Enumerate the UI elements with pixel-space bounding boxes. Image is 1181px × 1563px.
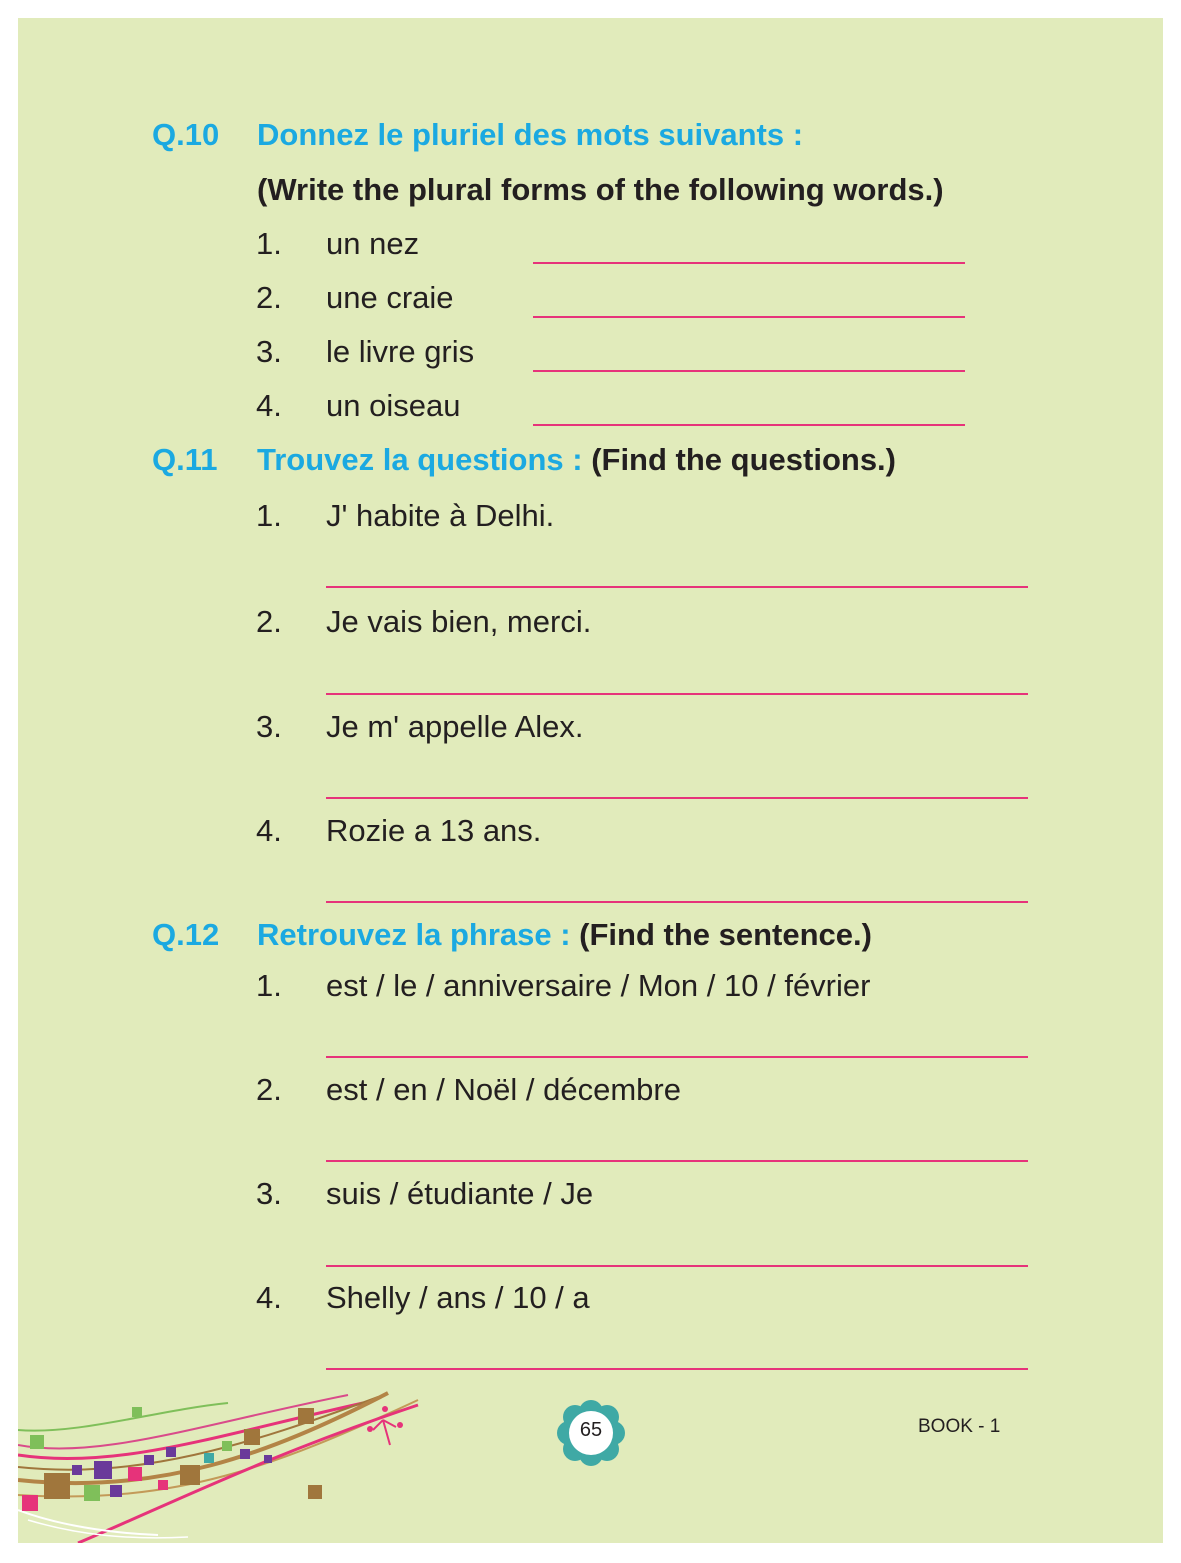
q10-item-2-text: une craie (326, 280, 454, 315)
book-label: BOOK - 1 (918, 1416, 1001, 1437)
q10-answer-line-3[interactable] (533, 370, 965, 372)
q11-title-english: (Find the questions.) (591, 442, 896, 477)
q10-item-3-text: le livre gris (326, 334, 475, 369)
q11-item-2-text: Je vais bien, merci. (326, 604, 592, 639)
q11-heading (257, 442, 896, 478)
q12-item-2-number: 2. (256, 1072, 282, 1107)
q10-item-1-text: un nez (326, 226, 420, 261)
q12-answer-line-1[interactable] (326, 1056, 1028, 1058)
q11-item-3-text: Je m' appelle Alex. (326, 709, 584, 744)
q10-answer-line-4[interactable] (533, 424, 965, 426)
q12-item-1-number: 1. (256, 968, 282, 1003)
q12-title-english: (Find the sentence.) (579, 917, 872, 952)
q10-answer-line-2[interactable] (533, 316, 965, 318)
q12-item-1-text: est / le / anniversaire / Mon / 10 / février (326, 968, 871, 1003)
q12-answer-line-4[interactable] (326, 1368, 1028, 1370)
q10-item-3-number: 3. (256, 334, 282, 369)
q12-number: Q.12 (152, 917, 220, 952)
q11-item-4-text: Rozie a 13 ans. (326, 813, 542, 848)
q10-item-4-text: un oiseau (326, 388, 461, 423)
q10-item-4-number: 4. (256, 388, 282, 423)
decorative-swirl-art (18, 1385, 428, 1543)
page-number: 65 (579, 1419, 603, 1441)
q11-item-3-number: 3. (256, 709, 282, 744)
q11-answer-line-4[interactable] (326, 901, 1028, 903)
q10-subtitle: (Write the plural forms of the following words.) (257, 172, 944, 207)
q10-number: Q.10 (152, 117, 220, 152)
q11-answer-line-1[interactable] (326, 586, 1028, 588)
q12-item-4-text: Shelly / ans / 10 / a (326, 1280, 590, 1315)
q12-title: Retrouvez la phrase : (257, 917, 580, 952)
q10-answer-line-1[interactable] (533, 262, 965, 264)
q12-item-3-number: 3. (256, 1176, 282, 1211)
q11-title: Trouvez la questions : (257, 442, 592, 477)
q10-item-2-number: 2. (256, 280, 282, 315)
q12-answer-line-2[interactable] (326, 1160, 1028, 1162)
q12-item-2-text: est / en / Noël / décembre (326, 1072, 681, 1107)
q12-answer-line-3[interactable] (326, 1265, 1028, 1267)
q11-item-4-number: 4. (256, 813, 282, 848)
q11-answer-line-2[interactable] (326, 693, 1028, 695)
q11-answer-line-3[interactable] (326, 797, 1028, 799)
q11-item-2-number: 2. (256, 604, 282, 639)
q11-number: Q.11 (152, 442, 218, 477)
q11-item-1-text: J' habite à Delhi. (326, 498, 555, 533)
q12-item-4-number: 4. (256, 1280, 282, 1315)
q11-item-1-number: 1. (256, 498, 282, 533)
q12-heading (257, 917, 872, 953)
q10-item-1-number: 1. (256, 226, 282, 261)
q10-title: Donnez le pluriel des mots suivants : (257, 117, 804, 152)
q12-item-3-text: suis / étudiante / Je (326, 1176, 594, 1211)
worksheet-page (18, 18, 1163, 1543)
